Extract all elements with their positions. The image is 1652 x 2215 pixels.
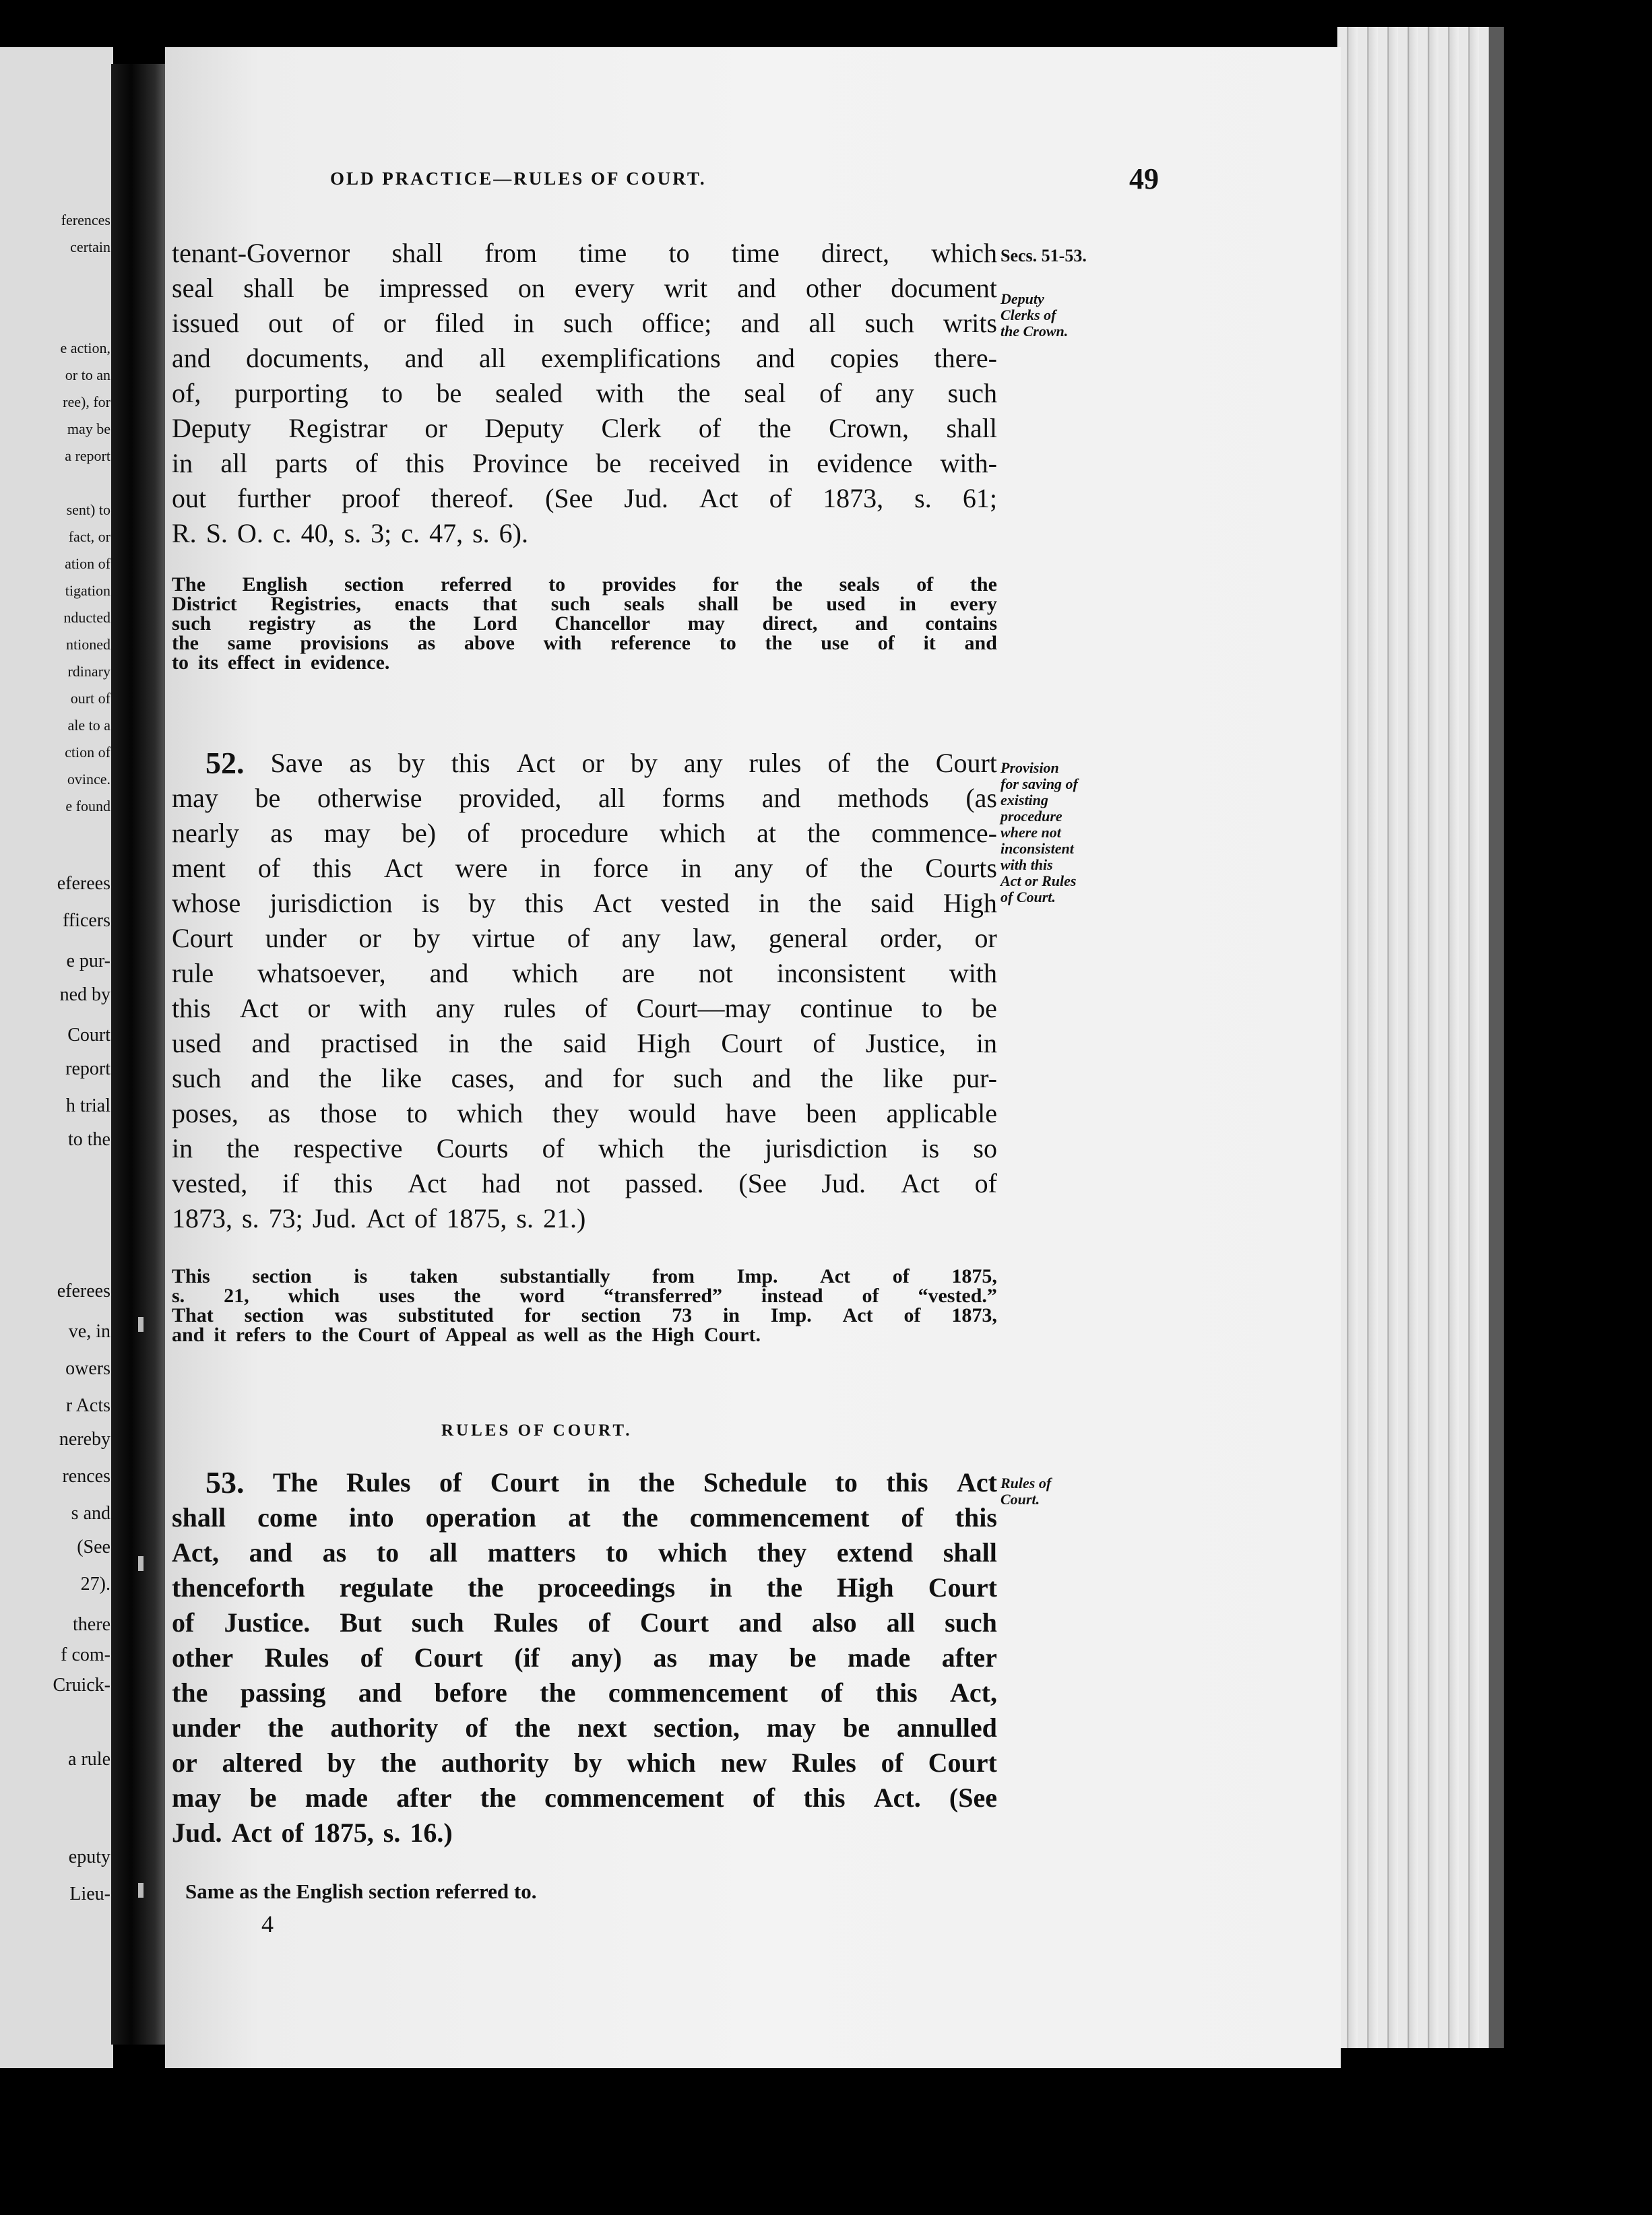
text-line: ment of this Act were in force in any of the Courts [172,853,997,883]
facing-page-line: to the [68,1129,110,1150]
text-line: of, purporting to be sealed with the seal of any such [172,378,997,408]
facing-page-line: ferences [61,212,110,228]
text-line: R. S. O. c. 40, s. 3; c. 47, s. 6). [172,518,528,548]
facing-page-line: e found [65,798,110,814]
facing-page-line: a rule [68,1749,110,1770]
text-line: in all parts of this Province be received in evidence with- [172,448,997,478]
margin-note-line: procedure [1000,808,1062,825]
margin-note-line: for saving of [1000,775,1078,792]
text-line: under the authority of the next section, may be annulled [172,1712,997,1743]
page-number: 49 [1129,162,1159,195]
text-line: shall come into operation at the commencement of this [172,1502,997,1533]
section-53 [172,1465,997,1851]
facing-page-line: ale to a [67,717,110,734]
text-line: other Rules of Court (if any) as may be made after [172,1642,997,1673]
text-line: 52. Save as by this Act or by any rules of the Court [172,746,997,781]
text-line: in the respective Courts of which the jurisdiction is so [172,1133,997,1163]
text-line: whose jurisdiction is by this Act vested in the said High [172,888,997,918]
section-heading: RULES OF COURT. [441,1421,633,1440]
text-line: may be made after the commencement of this Act. (See [172,1783,997,1813]
facing-page-line: a report [65,447,110,464]
margin-note-line: Provision [1000,759,1059,776]
note-51 [172,575,997,672]
facing-page-line: ation of [65,555,110,572]
text-line: nearly as may be) of procedure which at the commence- [172,818,997,848]
facing-page-line: ction of [65,744,110,761]
margin-note-line: inconsistent [1000,840,1074,857]
text-line: out further proof thereof. (See Jud. Act of 1873, s. 61; [172,483,997,513]
facing-page-line: ned by [59,984,110,1005]
text-line: seal shall be impressed on every writ and other document [172,273,997,303]
text-line: Act, and as to all matters to which they extend shall [172,1537,997,1568]
note-52 [172,1266,997,1345]
margin-note-sections: Secs. 51-53. [1000,246,1087,265]
text-line: issued out of or filed in such office; and all such writs [172,308,997,338]
facing-page-line: fact, or [68,528,110,545]
facing-page-line: fficers [63,910,110,931]
margin-note-line: of Court. [1000,889,1056,905]
margin-note-line: Clerks of [1000,307,1056,323]
facing-page-line: ree), for [63,393,110,410]
page-edges [1337,27,1492,2048]
margin-note-line: Rules of [1000,1475,1052,1491]
text-line: Deputy Registrar or Deputy Clerk of the Crown, shall [172,413,997,443]
text-line: District Registries, enacts that such seals shall be used in every [172,593,997,615]
paragraph-51-continued [172,236,997,551]
text-line: That section was substituted for section 73 in Imp. Act of 1873, [172,1304,997,1326]
text-line: This section is taken substantially from Imp. Act of 1875, [172,1265,997,1287]
facing-page-line: f com- [61,1644,110,1665]
facing-page-line: there [73,1614,110,1635]
facing-page-line: eputy [68,1847,110,1867]
text-line: s. 21, which uses the word “transferred” instead of “vested.” [172,1285,997,1307]
facing-page-line: may be [67,420,110,437]
margin-note-line: Act or Rules [1000,872,1077,889]
gutter-mark [138,1556,144,1571]
facing-page-line: nereby [59,1429,110,1450]
facing-page-line: eferees [57,1281,110,1302]
text-line: the same provisions as above with reference to the use of it and [172,632,997,654]
text-line: The English section referred to provides for the seals of the [172,573,997,596]
text-line: tenant-Governor shall from time to time direct, which [172,238,997,268]
facing-page-line: report [65,1058,110,1079]
facing-page-line: ourt of [70,690,110,707]
facing-page-line: owers [65,1358,110,1379]
facing-page-line: s and [71,1503,110,1524]
facing-page-line: or to an [65,366,110,383]
facing-page-line: Cruick- [53,1675,110,1696]
text-line: Court under or by virtue of any law, general order, or [172,923,997,953]
margin-note-line: Court. [1000,1491,1040,1508]
section-number: 52. [205,746,245,780]
text-line: such and the like cases, and for such and the like pur- [172,1063,997,1093]
header-title: OLD PRACTICE—RULES OF COURT. [330,168,707,189]
text-line: of Justice. But such Rules of Court and also all such [172,1607,997,1638]
text-line: 53. The Rules of Court in the Schedule to this Act [172,1465,997,1500]
text-line: such registry as the Lord Chancellor may direct, and contains [172,612,997,635]
facing-page-line: eferees [57,873,110,894]
text-line: thenceforth regulate the proceedings in the High Court [172,1572,997,1603]
facing-page-line: ntioned [66,636,110,653]
text-line: poses, as those to which they would have been applicable [172,1098,997,1128]
gutter-mark [138,1883,144,1898]
facing-page-line: r Acts [65,1395,110,1416]
text-line: or altered by the authority by which new Rules of Court [172,1747,997,1778]
margin-note-line: the Crown. [1000,323,1069,340]
text-line: may be otherwise provided, all forms and methods (as [172,783,997,813]
text-line: and it refers to the Court of Appeal as well as the High Court. [172,1324,761,1346]
footnote: Same as the English section referred to. [185,1880,537,1903]
text-line: this Act or with any rules of Court—may continue to be [172,993,997,1023]
text-line: and documents, and all exemplifications and copies there- [172,343,997,373]
facing-page-line: rences [62,1466,110,1487]
section-52 [172,746,997,1236]
margin-note-line: existing [1000,792,1048,808]
text-line: rule whatsoever, and which are not inconsistent with [172,958,997,988]
text-line: 1873, s. 73; Jud. Act of 1875, s. 21.) [172,1203,586,1233]
facing-page-line: ve, in [68,1321,110,1342]
facing-page-line: Court [67,1025,110,1046]
page-edges-shadow [1489,27,1504,2048]
section-number: 53. [205,1465,245,1500]
gutter-mark [138,1317,144,1332]
facing-page-line: Lieu- [69,1884,110,1904]
margin-note-deputy [1000,291,1068,340]
margin-note-line: Deputy [1000,290,1044,307]
text-line: used and practised in the said High Court of Justice, in [172,1028,997,1058]
facing-page-line: h trial [65,1095,110,1116]
facing-page-fragment [0,47,113,2068]
facing-page-line: ovince. [67,771,110,788]
facing-page-line: certain [70,238,110,255]
facing-page-line: nducted [63,609,110,626]
facing-page-line: 27). [80,1574,110,1595]
text-line: the passing and before the commencement of this Act, [172,1677,997,1708]
facing-page-line: tigation [65,582,110,599]
text-line: Jud. Act of 1875, s. 16.) [172,1818,453,1848]
margin-note-line: with this [1000,856,1053,873]
facing-page-line: rdinary [67,663,110,680]
facing-page-line: e pur- [66,951,110,971]
facing-page-line: e action, [60,340,110,356]
text-line: vested, if this Act had not passed. (See Jud. Act of [172,1168,997,1198]
margin-note-rules [1000,1475,1051,1508]
signature-mark: 4 [261,1911,274,1937]
facing-page-line: (See [77,1537,110,1558]
facing-page-line: sent) to [66,501,110,518]
text-line: to its effect in evidence. [172,651,390,674]
margin-note-line: where not [1000,824,1061,841]
margin-note-provision [1000,760,1078,905]
